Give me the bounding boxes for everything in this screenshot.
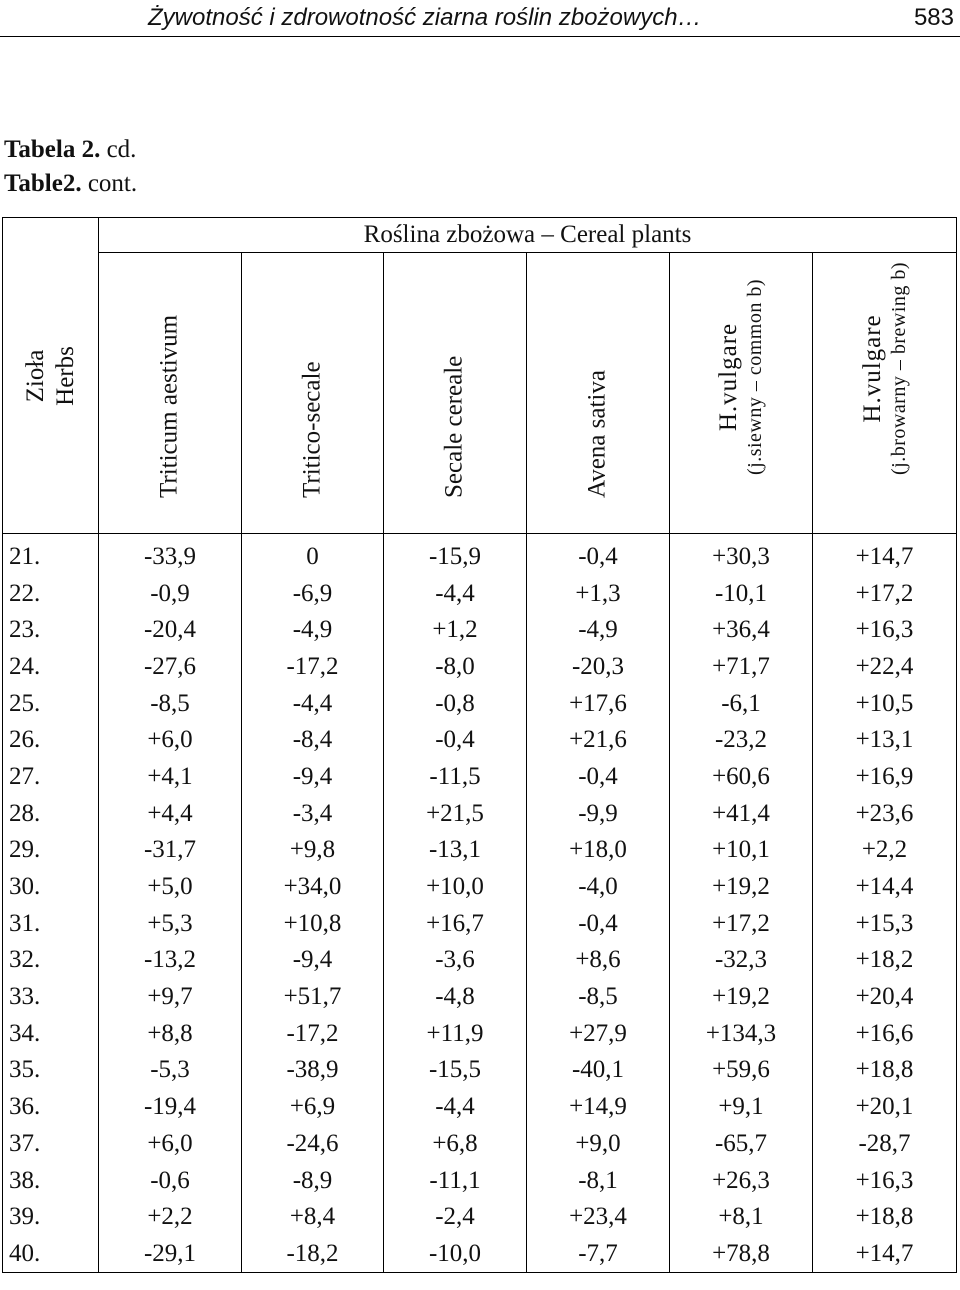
table-cell: +16,3 xyxy=(813,1162,957,1199)
table-cell: -6,1 xyxy=(670,685,813,722)
table-cell: +14,7 xyxy=(813,534,957,575)
column-header-avena xyxy=(527,253,670,534)
table-cell: +8,6 xyxy=(527,942,670,979)
table-row xyxy=(3,868,957,905)
row-number: 34. xyxy=(3,1015,99,1052)
table-cell: -9,4 xyxy=(242,758,384,795)
table-cell: +8,4 xyxy=(242,1198,384,1235)
row-number: 36. xyxy=(3,1088,99,1125)
table-cell: +9,0 xyxy=(527,1125,670,1162)
table-row xyxy=(3,1015,957,1052)
table-cell: +2,2 xyxy=(99,1198,242,1235)
table-cell: +26,3 xyxy=(670,1162,813,1199)
table-cell: +1,3 xyxy=(527,575,670,612)
table-cell: +6,0 xyxy=(99,1125,242,1162)
table-cell: +10,1 xyxy=(670,832,813,869)
table-cell: +10,0 xyxy=(384,868,527,905)
table-cell: -0,4 xyxy=(384,721,527,758)
table-cell: +2,2 xyxy=(813,832,957,869)
row-number: 21. xyxy=(3,534,99,575)
table-cell: +9,7 xyxy=(99,978,242,1015)
herbs-header xyxy=(3,218,99,534)
table-cell: +30,3 xyxy=(670,534,813,575)
table-cell: -11,1 xyxy=(384,1162,527,1199)
table-cell: +20,1 xyxy=(813,1088,957,1125)
table-row xyxy=(3,832,957,869)
table-cell: +41,4 xyxy=(670,795,813,832)
table-cell: -29,1 xyxy=(99,1235,242,1272)
table-cell: -4,9 xyxy=(527,611,670,648)
table-cell: -20,4 xyxy=(99,611,242,648)
table-cell: +6,0 xyxy=(99,721,242,758)
caption-en-rest: cont. xyxy=(81,170,138,197)
table-cell: -8,0 xyxy=(384,648,527,685)
table-cell: -15,5 xyxy=(384,1052,527,1089)
row-number: 28. xyxy=(3,795,99,832)
row-number: 33. xyxy=(3,978,99,1015)
table-cell: +14,7 xyxy=(813,1235,957,1272)
table-cell: -17,2 xyxy=(242,648,384,685)
table-cell: -10,1 xyxy=(670,575,813,612)
table-cell: +4,4 xyxy=(99,795,242,832)
row-number: 23. xyxy=(3,611,99,648)
row-number: 22. xyxy=(3,575,99,612)
table-caption-pl xyxy=(4,136,136,164)
table-cell: +13,1 xyxy=(813,721,957,758)
table-cell: -2,4 xyxy=(384,1198,527,1235)
table-cell: -0,8 xyxy=(384,685,527,722)
table-cell: +5,3 xyxy=(99,905,242,942)
table-cell: +4,1 xyxy=(99,758,242,795)
table-cell: -8,4 xyxy=(242,721,384,758)
table-row xyxy=(3,534,957,575)
table-cell: -6,9 xyxy=(242,575,384,612)
table-cell: +11,9 xyxy=(384,1015,527,1052)
table-row xyxy=(3,905,957,942)
table-cell: -20,3 xyxy=(527,648,670,685)
caption-pl-rest: cd. xyxy=(100,136,137,163)
table-row xyxy=(3,1125,957,1162)
table-cell: -0,4 xyxy=(527,758,670,795)
table-cell: +16,7 xyxy=(384,905,527,942)
table-cell: -8,1 xyxy=(527,1162,670,1199)
table-cell: -4,4 xyxy=(242,685,384,722)
table-cell: -0,9 xyxy=(99,575,242,612)
table-cell: -4,0 xyxy=(527,868,670,905)
table-cell: -3,4 xyxy=(242,795,384,832)
column-header-hvulgare-brewing xyxy=(813,253,957,534)
table-cell: -8,9 xyxy=(242,1162,384,1199)
table-cell: +10,5 xyxy=(813,685,957,722)
table-cell: -0,4 xyxy=(527,534,670,575)
table-cell: +23,6 xyxy=(813,795,957,832)
table-cell: -40,1 xyxy=(527,1052,670,1089)
table-cell: +9,8 xyxy=(242,832,384,869)
table-row xyxy=(3,942,957,979)
table-cell: +18,8 xyxy=(813,1198,957,1235)
table-cell: +78,8 xyxy=(670,1235,813,1272)
table-cell: -4,9 xyxy=(242,611,384,648)
table-cell: +10,8 xyxy=(242,905,384,942)
table-cell: -27,6 xyxy=(99,648,242,685)
table-cell: -3,6 xyxy=(384,942,527,979)
row-number: 39. xyxy=(3,1198,99,1235)
table-row xyxy=(3,685,957,722)
table-cell: -31,7 xyxy=(99,832,242,869)
column-header-hvulgare-common xyxy=(670,253,813,534)
table-cell: +19,2 xyxy=(670,978,813,1015)
table-cell: +14,4 xyxy=(813,868,957,905)
table-caption-en xyxy=(4,170,137,198)
row-number: 24. xyxy=(3,648,99,685)
table-cell: +18,8 xyxy=(813,1052,957,1089)
table-cell: +36,4 xyxy=(670,611,813,648)
table-cell: +16,6 xyxy=(813,1015,957,1052)
page-number: 583 xyxy=(913,4,954,31)
table-cell: -0,6 xyxy=(99,1162,242,1199)
table-cell: +21,5 xyxy=(384,795,527,832)
row-number: 30. xyxy=(3,868,99,905)
table-cell: +17,2 xyxy=(670,905,813,942)
column-name: Avena sativa xyxy=(583,370,611,499)
table-row xyxy=(3,978,957,1015)
table-cell: +15,3 xyxy=(813,905,957,942)
table-cell: +134,3 xyxy=(670,1015,813,1052)
table-cell: -13,1 xyxy=(384,832,527,869)
row-number: 32. xyxy=(3,942,99,979)
table-cell: -13,2 xyxy=(99,942,242,979)
table-cell: 0 xyxy=(242,534,384,575)
row-number: 25. xyxy=(3,685,99,722)
table-cell: -4,4 xyxy=(384,575,527,612)
table-cell: +23,4 xyxy=(527,1198,670,1235)
table-cell: +8,8 xyxy=(99,1015,242,1052)
table-cell: -11,5 xyxy=(384,758,527,795)
table-cell: -9,9 xyxy=(527,795,670,832)
table-row xyxy=(3,721,957,758)
table-cell: +19,2 xyxy=(670,868,813,905)
table-cell: -8,5 xyxy=(527,978,670,1015)
table-cell: +27,9 xyxy=(527,1015,670,1052)
table-row xyxy=(3,1088,957,1125)
table-row xyxy=(3,1198,957,1235)
table-cell: -4,8 xyxy=(384,978,527,1015)
table-cell: +71,7 xyxy=(670,648,813,685)
caption-en-label: Table2. xyxy=(4,170,82,197)
table-row xyxy=(3,611,957,648)
column-name: Tritico-secale xyxy=(298,361,326,499)
table-row xyxy=(3,575,957,612)
table-cell: +5,0 xyxy=(99,868,242,905)
column-name: Secale cereale xyxy=(440,356,468,499)
column-header-tritico-secale xyxy=(242,253,384,534)
table-cell: -5,3 xyxy=(99,1052,242,1089)
table-cell: +18,2 xyxy=(813,942,957,979)
row-number: 29. xyxy=(3,832,99,869)
column-subtitle: (j.browarny – brewing b) xyxy=(887,262,910,476)
table-row xyxy=(3,1052,957,1089)
table-row xyxy=(3,1235,957,1272)
column-name: Triticum aestivum xyxy=(155,315,183,499)
table-cell: +6,8 xyxy=(384,1125,527,1162)
column-header-triticum xyxy=(99,253,242,534)
table-row xyxy=(3,795,957,832)
table-row xyxy=(3,648,957,685)
table-cell: -18,2 xyxy=(242,1235,384,1272)
table-cell: +34,0 xyxy=(242,868,384,905)
column-name: H.vulgare xyxy=(858,314,886,423)
table-cell: -65,7 xyxy=(670,1125,813,1162)
table-cell: -33,9 xyxy=(99,534,242,575)
column-subtitle: (j.siewny – common b) xyxy=(743,279,766,476)
table-cell: +60,6 xyxy=(670,758,813,795)
table-cell: -4,4 xyxy=(384,1088,527,1125)
row-number: 38. xyxy=(3,1162,99,1199)
table-cell: +6,9 xyxy=(242,1088,384,1125)
running-header xyxy=(0,0,960,37)
row-number: 31. xyxy=(3,905,99,942)
table-cell: +18,0 xyxy=(527,832,670,869)
table-cell: -32,3 xyxy=(670,942,813,979)
running-title: Żywotność i zdrowotność ziarna roślin zbożowych… xyxy=(148,4,702,31)
table-cell: -24,6 xyxy=(242,1125,384,1162)
table-cell: +8,1 xyxy=(670,1198,813,1235)
table-cell: -8,5 xyxy=(99,685,242,722)
table-cell: +22,4 xyxy=(813,648,957,685)
table-cell: +14,9 xyxy=(527,1088,670,1125)
row-number: 37. xyxy=(3,1125,99,1162)
table-cell: -17,2 xyxy=(242,1015,384,1052)
table-cell: +1,2 xyxy=(384,611,527,648)
cereal-plants-header: Roślina zbożowa – Cereal plants xyxy=(99,218,957,253)
row-number: 35. xyxy=(3,1052,99,1089)
table-cell: -7,7 xyxy=(527,1235,670,1272)
table-cell: +59,6 xyxy=(670,1052,813,1089)
table-cell: -28,7 xyxy=(813,1125,957,1162)
table-cell: +16,9 xyxy=(813,758,957,795)
table-cell: +17,6 xyxy=(527,685,670,722)
column-header-secale xyxy=(384,253,527,534)
table-cell: +51,7 xyxy=(242,978,384,1015)
row-number: 27. xyxy=(3,758,99,795)
table-cell: -0,4 xyxy=(527,905,670,942)
table-cell: -19,4 xyxy=(99,1088,242,1125)
table-cell: -9,4 xyxy=(242,942,384,979)
table-row xyxy=(3,1162,957,1199)
row-number: 26. xyxy=(3,721,99,758)
herbs-label-en: Herbs xyxy=(51,345,79,406)
results-table xyxy=(2,217,957,1273)
table-cell: +16,3 xyxy=(813,611,957,648)
table-body xyxy=(3,534,957,1273)
caption-pl-label: Tabela 2. xyxy=(4,136,101,163)
table-cell: -10,0 xyxy=(384,1235,527,1272)
row-number: 40. xyxy=(3,1235,99,1272)
herbs-label-pl: Zioła xyxy=(21,349,49,402)
table-cell: +21,6 xyxy=(527,721,670,758)
table-cell: +9,1 xyxy=(670,1088,813,1125)
table-cell: -23,2 xyxy=(670,721,813,758)
table-cell: +17,2 xyxy=(813,575,957,612)
table-cell: -38,9 xyxy=(242,1052,384,1089)
table-row xyxy=(3,758,957,795)
table-cell: -15,9 xyxy=(384,534,527,575)
table-cell: +20,4 xyxy=(813,978,957,1015)
column-name: H.vulgare xyxy=(715,323,743,432)
